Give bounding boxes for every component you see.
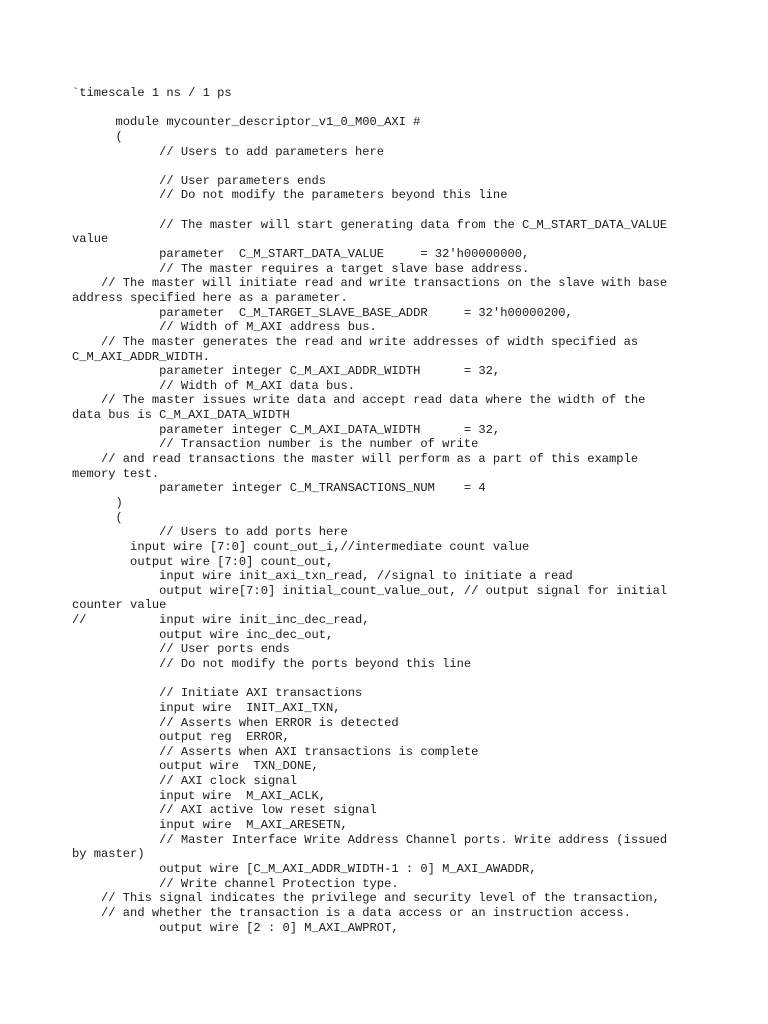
code-line: // User parameters ends — [72, 173, 327, 188]
code-line: parameter C_M_START_DATA_VALUE = 32'h00000000, — [72, 247, 530, 262]
code-line: input wire M_AXI_ACLK, — [72, 788, 327, 803]
code-line: input wire init_axi_txn_read, //signal to initiate a read — [72, 569, 573, 584]
code-line: // Users to add ports here — [72, 525, 348, 540]
code-line: output reg ERROR, — [72, 730, 290, 745]
code-line: // input wire init_inc_dec_read, — [72, 613, 370, 628]
code-line: parameter integer C_M_AXI_ADDR_WIDTH = 32, — [72, 364, 501, 379]
code-line: // Do not modify the ports beyond this line — [72, 656, 472, 671]
code-line: input wire [7:0] count_out_i,//intermediate count value — [72, 539, 530, 554]
code-line: // User ports ends — [72, 642, 290, 657]
code-line: output wire inc_dec_out, — [72, 627, 334, 642]
code-line: // Width of M_AXI data bus. — [72, 378, 356, 393]
code-line: memory test. — [72, 466, 160, 481]
code-line: // Width of M_AXI address bus. — [72, 320, 377, 335]
code-line: // Do not modify the parameters beyond this line — [72, 188, 508, 203]
code-line: // Users to add parameters here — [72, 144, 385, 159]
code-line: parameter C_M_TARGET_SLAVE_BASE_ADDR = 32'h00000200, — [72, 305, 573, 320]
code-line: // Asserts when ERROR is detected — [72, 715, 399, 730]
code-line: // This signal indicates the privilege and security level of the transaction, — [72, 891, 660, 906]
code-line: output wire [2 : 0] M_AXI_AWPROT, — [72, 920, 399, 935]
code-line: // Transaction number is the number of write — [72, 437, 479, 452]
code-line: // The master requires a target slave base address. — [72, 261, 530, 276]
code-line: // Asserts when AXI transactions is complete — [72, 744, 479, 759]
code-line: output wire TXN_DONE, — [72, 759, 319, 774]
code-line — [72, 101, 762, 116]
code-line — [72, 672, 762, 687]
code-line: // Initiate AXI transactions — [72, 686, 363, 701]
code-line: // The master generates the read and write addresses of width specified as — [72, 334, 639, 349]
code-line: // The master issues write data and accept read data where the width of the — [72, 393, 646, 408]
code-line: // and whether the transaction is a data access or an instruction access. — [72, 905, 631, 920]
code-line: parameter integer C_M_TRANSACTIONS_NUM = 4 — [72, 481, 486, 496]
document-page — [72, 86, 762, 935]
code-line — [72, 203, 762, 218]
code-line: counter value — [72, 598, 167, 613]
code-line: // The master will initiate read and write transactions on the slave with base — [72, 276, 668, 291]
code-line: value — [72, 232, 109, 247]
code-line: output wire [C_M_AXI_ADDR_WIDTH-1 : 0] M_AXI_AWADDR, — [72, 861, 537, 876]
code-line: ( — [72, 510, 123, 525]
code-line: // Master Interface Write Address Channel ports. Write address (issued — [72, 832, 668, 847]
code-line: // The master will start generating data from the C_M_START_DATA_VALUE — [72, 217, 668, 232]
code-line: module mycounter_descriptor_v1_0_M00_AXI # — [72, 115, 421, 130]
code-line: `timescale 1 ns / 1 ps — [72, 86, 232, 100]
code-line: output wire [7:0] count_out, — [72, 554, 334, 569]
code-line: by master) — [72, 847, 145, 862]
code-line: ( — [72, 129, 123, 144]
code-line: // and read transactions the master will perform as a part of this example — [72, 452, 639, 467]
code-line — [72, 159, 762, 174]
code-line: input wire M_AXI_ARESETN, — [72, 818, 348, 833]
code-line: // AXI clock signal — [72, 774, 297, 789]
code-line: // Write channel Protection type. — [72, 876, 399, 891]
code-line: output wire[7:0] initial_count_value_out, // output signal for initial — [72, 583, 668, 598]
code-line: // AXI active low reset signal — [72, 803, 377, 818]
code-line: parameter integer C_M_AXI_DATA_WIDTH = 32, — [72, 422, 501, 437]
code-line: ) — [72, 495, 123, 510]
code-line: C_M_AXI_ADDR_WIDTH. — [72, 349, 210, 364]
code-line: address specified here as a parameter. — [72, 290, 348, 305]
code-line: input wire INIT_AXI_TXN, — [72, 700, 341, 715]
code-line: data bus is C_M_AXI_DATA_WIDTH — [72, 408, 290, 423]
